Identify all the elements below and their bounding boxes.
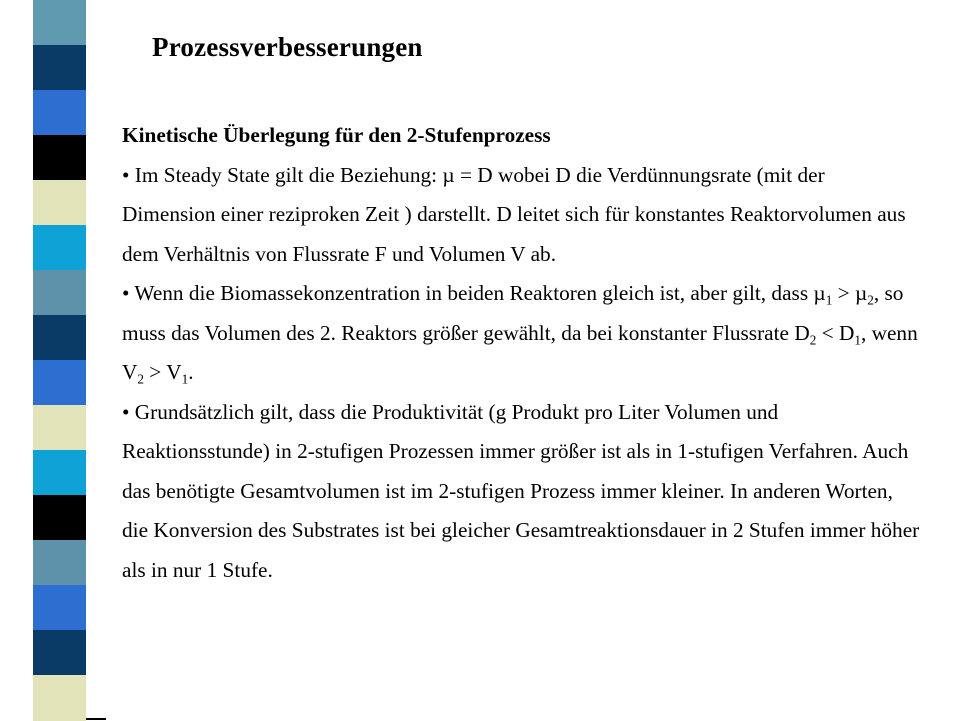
bullet-marker: •	[122, 399, 130, 424]
bullet-1-text: Im Steady State gilt die Beziehung: µ = D wobei D die Verdünnungsrate (mit der Dimension einer reziproken Zeit ) darstellt. D leitet sich für konstantes Reaktorvolumen aus dem Verhältnis von Flussrate F und Volumen V ab.	[122, 162, 906, 266]
bullet-2-text: > µ	[832, 281, 868, 305]
stripe-block	[33, 315, 86, 361]
subscript: 2	[867, 292, 874, 308]
subscript: 1	[181, 371, 189, 387]
stripe-block	[33, 585, 86, 631]
bullet-1	[122, 156, 922, 275]
stripe-block	[33, 180, 86, 226]
stripe-block	[33, 675, 86, 721]
stripe-block	[33, 540, 86, 586]
decorative-stripe	[33, 0, 86, 720]
stripe-block	[33, 450, 86, 496]
bullet-2-text: < D	[816, 320, 855, 345]
stripe-block	[33, 90, 86, 136]
stripe-block	[33, 630, 86, 676]
stripe-block	[33, 0, 86, 46]
bullet-2-text: .	[188, 360, 194, 384]
stripe-divider	[86, 0, 106, 720]
bullet-2	[122, 274, 922, 393]
subscript: 1	[825, 292, 833, 308]
stripe-block	[33, 405, 86, 451]
stripe-block	[33, 45, 86, 91]
subscript: 1	[854, 332, 861, 348]
stripe-block	[33, 135, 86, 181]
bullet-marker: •	[122, 162, 130, 187]
bullet-2-text: Wenn die Biomassekonzentration in beiden Reaktoren gleich ist, aber gilt, dass µ	[134, 281, 826, 305]
stripe-block	[33, 225, 86, 271]
stripe-block	[33, 270, 86, 316]
bullet-marker: •	[122, 281, 130, 305]
stripe-block	[33, 360, 86, 406]
subheading: Kinetische Überlegung für den 2-Stufenprozess	[122, 123, 551, 147]
slide-body	[122, 116, 922, 590]
bullet-3-text: Grundsätzlich gilt, dass die Produktivität (g Produkt pro Liter Volumen und Reaktionsstunde) in 2-stufigen Prozessen immer größer ist als in 1-stufigen Verfahren. Auch das benötigte Gesamtvolumen ist im 2-stufigen Prozess immer kleiner. In anderen Worten, die Konversion des Substrates ist bei gleicher Gesamtreaktionsdauer in 2 Stufen immer höher als in nur 1 Stufe.	[122, 399, 920, 582]
slide-title: Prozessverbesserungen	[152, 32, 423, 62]
bullet-2-text: > V	[143, 360, 182, 384]
bullet-2-text: , wenn V	[122, 320, 918, 384]
subscript: 2	[137, 371, 144, 387]
bullet-3	[122, 393, 922, 591]
bullet-2-text: , so muss das Volumen des 2. Reaktors größer gewählt, da bei konstanter Flussrate D	[122, 281, 904, 345]
subscript: 2	[809, 332, 817, 348]
stripe-block	[33, 495, 86, 541]
